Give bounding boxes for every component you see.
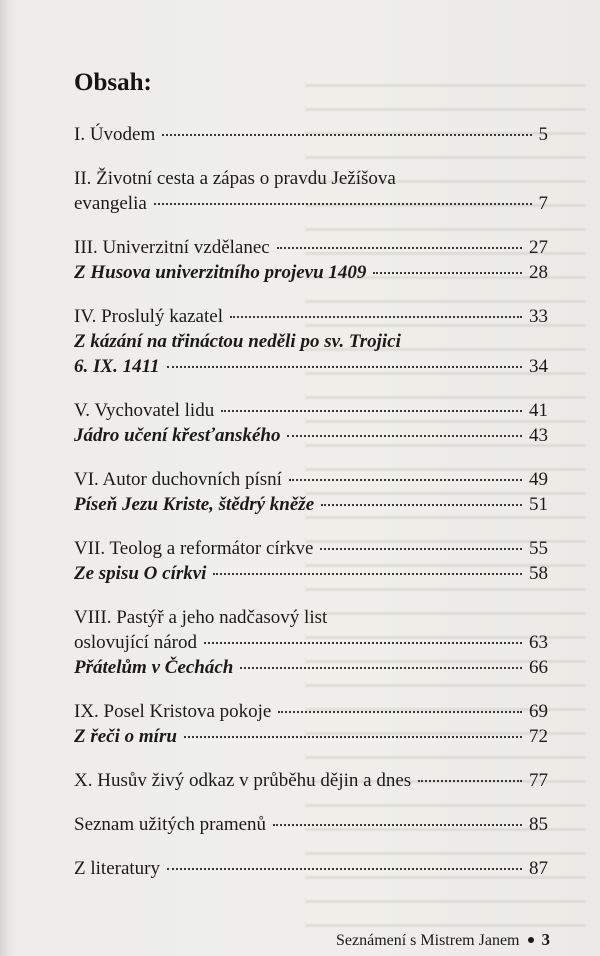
- dot-leader: [162, 134, 531, 136]
- toc-entry-row: [74, 235, 548, 260]
- toc-page-number: 34: [529, 356, 548, 377]
- toc-entry-title: oslovující národ: [74, 632, 197, 653]
- toc-entry-title: Píseň Jezu Kriste, štědrý kněže: [74, 494, 315, 515]
- dot-leader: [278, 711, 522, 713]
- toc-entry-row: [74, 398, 548, 423]
- toc-entry[interactable]: [74, 699, 548, 724]
- toc-entry[interactable]: [74, 536, 548, 561]
- toc-entry-row: [74, 492, 548, 517]
- toc-entry-title: Z Husova univerzitního projevu 1409: [74, 262, 367, 283]
- dot-leader: [289, 479, 522, 481]
- toc-entry-row: [74, 467, 548, 492]
- toc-page-number: 43: [529, 425, 548, 446]
- toc-entry-title: VII. Teolog a reformátor církve: [74, 538, 314, 559]
- toc-entry-title: III. Univerzitní vzdělanec: [74, 237, 270, 258]
- toc-group: [74, 166, 548, 216]
- toc-entry-row: [74, 561, 548, 586]
- toc-entry-row: [74, 423, 548, 448]
- toc-page-number: 49: [529, 469, 548, 490]
- toc-subentry[interactable]: [74, 492, 548, 517]
- toc-group: [74, 605, 548, 680]
- toc-subentry[interactable]: [74, 655, 548, 680]
- toc-entry-title: Přátelům v Čechách: [74, 657, 234, 678]
- toc-group: [74, 122, 548, 147]
- dot-leader: [204, 642, 522, 644]
- toc-subentry[interactable]: [74, 260, 548, 285]
- toc-group: [74, 398, 548, 448]
- toc-page-number: 63: [529, 632, 548, 653]
- toc-entry[interactable]: [74, 122, 548, 147]
- toc-entry-row: [74, 699, 548, 724]
- toc-entry-row: [74, 354, 548, 379]
- toc-entry-title: IX. Posel Kristova pokoje: [74, 701, 272, 722]
- toc-page-number: 87: [529, 858, 548, 879]
- toc-group: [74, 304, 548, 379]
- dot-leader: [184, 736, 522, 738]
- toc-entry-title: Z literatury: [74, 858, 160, 879]
- toc-page-number: 85: [529, 814, 548, 835]
- toc-entry-row: [74, 630, 548, 655]
- toc-group: [74, 235, 548, 285]
- toc-groups: [74, 122, 548, 881]
- dot-leader: [287, 435, 522, 437]
- dot-leader: [230, 316, 522, 318]
- table-of-contents: [74, 68, 548, 900]
- toc-entry-row: [74, 536, 548, 561]
- toc-entry-title: X. Husův živý odkaz v průběhu dějin a dnes: [74, 770, 412, 791]
- toc-entry-row: [74, 191, 548, 216]
- toc-subentry[interactable]: [74, 423, 548, 448]
- toc-entry-title: I. Úvodem: [74, 124, 156, 145]
- toc-entry-row: [74, 724, 548, 749]
- toc-entry[interactable]: [74, 812, 548, 837]
- toc-entry-title-line1: VIII. Pastýř a jeho nadčasový list: [74, 607, 328, 628]
- dot-leader: [154, 203, 532, 205]
- dot-leader: [373, 272, 522, 274]
- toc-page-number: 41: [529, 400, 548, 421]
- toc-group: [74, 856, 548, 881]
- dot-leader: [277, 247, 522, 249]
- toc-page-number: 55: [529, 538, 548, 559]
- toc-group: [74, 536, 548, 586]
- footer-bullet: [528, 937, 534, 943]
- dot-leader: [320, 548, 522, 550]
- dot-leader: [167, 868, 522, 870]
- page-number: 3: [541, 930, 550, 949]
- toc-page-number: 77: [529, 770, 548, 791]
- toc-entry[interactable]: [74, 856, 548, 881]
- toc-entry-title: Z řeči o míru: [74, 726, 177, 747]
- toc-page-number: 72: [529, 726, 548, 747]
- toc-entry-row: [74, 260, 548, 285]
- running-footer: [290, 930, 550, 954]
- toc-entry-title: VI. Autor duchovních písní: [74, 469, 282, 490]
- toc-group: [74, 699, 548, 749]
- toc-entry-title: V. Vychovatel lidu: [74, 400, 215, 421]
- footer-book-title: Seznámení s Mistrem Janem: [335, 932, 520, 949]
- toc-subentry[interactable]: [74, 329, 548, 379]
- toc-group: [74, 812, 548, 837]
- toc-entry-row: [74, 856, 548, 881]
- toc-entry[interactable]: [74, 768, 548, 793]
- toc-entry-row: [74, 655, 548, 680]
- dot-leader: [418, 780, 522, 782]
- toc-entry-row: [74, 812, 548, 837]
- toc-entry-title-line1: II. Životní cesta a zápas o pravdu Ježíšova: [74, 168, 396, 189]
- toc-subentry[interactable]: [74, 724, 548, 749]
- toc-entry-title: Seznam užitých pramenů: [74, 814, 267, 835]
- toc-title: Obsah:: [74, 69, 152, 96]
- toc-subentry[interactable]: [74, 561, 548, 586]
- toc-page-number: 7: [538, 193, 548, 214]
- toc-group: [74, 467, 548, 517]
- dot-leader: [273, 824, 522, 826]
- dot-leader: [221, 410, 522, 412]
- toc-entry[interactable]: [74, 166, 548, 216]
- toc-entry-title: 6. IX. 1411: [74, 356, 160, 377]
- toc-page-number: 51: [529, 494, 548, 515]
- dot-leader: [213, 573, 522, 575]
- toc-entry[interactable]: [74, 398, 548, 423]
- toc-page-number: 5: [538, 124, 548, 145]
- dot-leader: [167, 366, 522, 368]
- toc-page-number: 28: [529, 262, 548, 283]
- toc-page-number: 66: [529, 657, 548, 678]
- toc-entry[interactable]: [74, 605, 548, 655]
- toc-page-number: 58: [529, 563, 548, 584]
- dot-leader: [240, 667, 522, 669]
- toc-page-number: 33: [529, 306, 548, 327]
- toc-entry-title: IV. Proslulý kazatel: [74, 306, 223, 327]
- toc-entry[interactable]: [74, 467, 548, 492]
- dot-leader: [321, 504, 522, 506]
- toc-group: [74, 768, 548, 793]
- toc-entry[interactable]: [74, 235, 548, 260]
- toc-entry-title: Ze spisu O církvi: [74, 563, 207, 584]
- toc-entry-title-line1: Z kázání na třináctou neděli po sv. Trojici: [74, 331, 401, 352]
- toc-entry-row: [74, 768, 548, 793]
- toc-entry-row: [74, 122, 548, 147]
- toc-page-number: 69: [529, 701, 548, 722]
- toc-entry-title: Jádro učení křesťanského: [74, 425, 281, 446]
- toc-page-number: 27: [529, 237, 548, 258]
- toc-entry-row: [74, 304, 548, 329]
- toc-entry-title: evangelia: [74, 193, 147, 214]
- toc-entry[interactable]: [74, 304, 548, 329]
